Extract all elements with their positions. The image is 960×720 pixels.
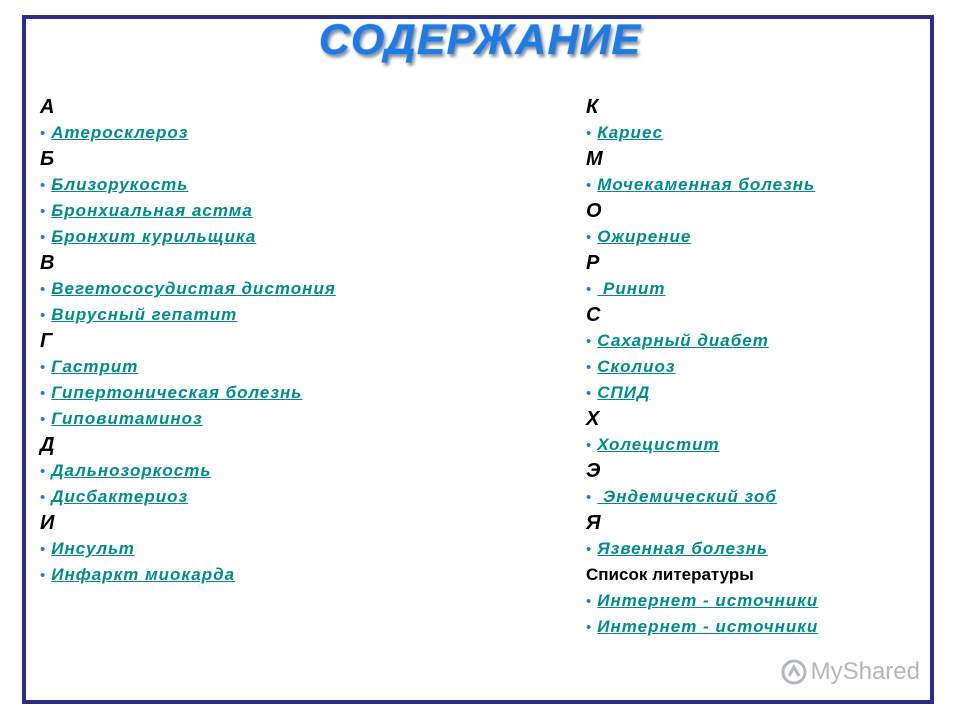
toc-item bbox=[40, 484, 336, 510]
bullet-icon: • bbox=[586, 333, 592, 350]
bullet-icon: • bbox=[586, 281, 592, 298]
toc-link[interactable]: Инфаркт миокарда bbox=[51, 565, 236, 584]
section-letter: О bbox=[586, 200, 602, 222]
bullet-icon: • bbox=[40, 411, 46, 428]
bibliography-item bbox=[586, 588, 818, 614]
section-letter: Х bbox=[586, 408, 600, 430]
bullet-icon: • bbox=[40, 229, 46, 246]
section-letter: Д bbox=[40, 434, 55, 456]
toc-item bbox=[40, 276, 336, 302]
bullet-icon: • bbox=[586, 177, 592, 194]
toc-link[interactable]: Бронхиальная астма bbox=[51, 201, 253, 220]
toc-link[interactable]: Ожирение bbox=[597, 227, 692, 246]
right-column bbox=[586, 94, 818, 640]
bullet-icon: • bbox=[40, 281, 46, 298]
toc-link[interactable]: Сколиоз bbox=[597, 357, 676, 376]
toc-item bbox=[40, 224, 336, 250]
bullet-icon: • bbox=[586, 593, 592, 610]
toc-item bbox=[40, 354, 336, 380]
toc-link[interactable]: Вирусный гепатит bbox=[51, 305, 238, 324]
bullet-icon: • bbox=[40, 307, 46, 324]
section-letter: Э bbox=[586, 460, 601, 482]
toc-item bbox=[586, 328, 818, 354]
toc-item bbox=[586, 380, 818, 406]
toc-link[interactable]: Дисбактериоз bbox=[51, 487, 189, 506]
page-title: СОДЕРЖАНИЕ bbox=[318, 16, 642, 64]
section-letter: Р bbox=[586, 252, 600, 274]
toc-link[interactable]: Вегетососудистая дистония bbox=[51, 279, 336, 298]
bullet-icon: • bbox=[586, 437, 592, 454]
section-letter: И bbox=[40, 512, 55, 534]
bullet-icon: • bbox=[40, 359, 46, 376]
bullet-icon: • bbox=[586, 541, 592, 558]
toc-item bbox=[40, 536, 336, 562]
bullet-icon: • bbox=[586, 229, 592, 246]
toc-item bbox=[586, 354, 818, 380]
toc-item bbox=[40, 562, 336, 588]
toc-item bbox=[40, 302, 336, 328]
section-letter: Я bbox=[586, 512, 601, 534]
toc-item bbox=[586, 432, 818, 458]
bullet-icon: • bbox=[40, 567, 46, 584]
toc-link[interactable]: Эндемический зоб bbox=[597, 487, 777, 506]
section-letter: В bbox=[40, 252, 55, 274]
toc-item bbox=[586, 224, 818, 250]
bibliography-label: Список литературы bbox=[586, 565, 754, 584]
toc-link[interactable]: Гипертоническая болезнь bbox=[51, 383, 303, 402]
bibliography-item bbox=[586, 614, 818, 640]
toc-item bbox=[586, 120, 818, 146]
bullet-icon: • bbox=[40, 489, 46, 506]
left-column bbox=[40, 94, 336, 588]
bullet-icon: • bbox=[586, 489, 592, 506]
toc-link[interactable]: Атеросклероз bbox=[51, 123, 189, 142]
bullet-icon: • bbox=[586, 385, 592, 402]
toc-item bbox=[586, 536, 818, 562]
toc-link[interactable]: Язвенная болезнь bbox=[597, 539, 769, 558]
bullet-icon: • bbox=[40, 541, 46, 558]
toc-link[interactable]: Гиповитаминоз bbox=[51, 409, 203, 428]
bullet-icon: • bbox=[40, 177, 46, 194]
section-letter: Г bbox=[40, 330, 53, 352]
bullet-icon: • bbox=[40, 463, 46, 480]
toc-link[interactable]: Бронхит курильщика bbox=[51, 227, 257, 246]
bibliography-link[interactable]: Интернет - источники bbox=[597, 617, 819, 636]
toc-item bbox=[40, 172, 336, 198]
toc-link[interactable]: Дальнозоркость bbox=[51, 461, 212, 480]
bullet-icon: • bbox=[586, 359, 592, 376]
toc-link[interactable]: Холецистит bbox=[597, 435, 720, 454]
toc-link[interactable]: Ринит bbox=[597, 279, 666, 298]
toc-item bbox=[586, 484, 818, 510]
toc-item bbox=[586, 276, 818, 302]
toc-link[interactable]: Мочекаменная болезнь bbox=[597, 175, 816, 194]
toc-link[interactable]: Кариес bbox=[597, 123, 664, 142]
section-letter: А bbox=[40, 96, 55, 118]
bullet-icon: • bbox=[40, 203, 46, 220]
bullet-icon: • bbox=[586, 125, 592, 142]
toc-link[interactable]: СПИД bbox=[597, 383, 651, 402]
toc-item bbox=[586, 172, 818, 198]
section-letter: К bbox=[586, 96, 599, 118]
watermark-text: MyShared bbox=[810, 658, 920, 685]
toc-item bbox=[40, 120, 336, 146]
section-letter: Б bbox=[40, 148, 55, 170]
bullet-icon: • bbox=[586, 619, 592, 636]
bibliography-link[interactable]: Интернет - источники bbox=[597, 591, 819, 610]
bullet-icon: • bbox=[40, 125, 46, 142]
toc-item bbox=[40, 406, 336, 432]
section-letter: С bbox=[586, 304, 601, 326]
toc-link[interactable]: Инсульт bbox=[51, 539, 135, 558]
toc-item bbox=[40, 198, 336, 224]
bullet-icon: • bbox=[40, 385, 46, 402]
toc-item bbox=[40, 380, 336, 406]
watermark-logo-icon bbox=[781, 659, 807, 685]
toc-link[interactable]: Близорукость bbox=[51, 175, 189, 194]
section-letter: М bbox=[586, 148, 603, 170]
toc-link[interactable]: Гастрит bbox=[51, 357, 139, 376]
watermark bbox=[781, 658, 920, 686]
toc-link[interactable]: Сахарный диабет bbox=[597, 331, 769, 350]
toc-item bbox=[40, 458, 336, 484]
